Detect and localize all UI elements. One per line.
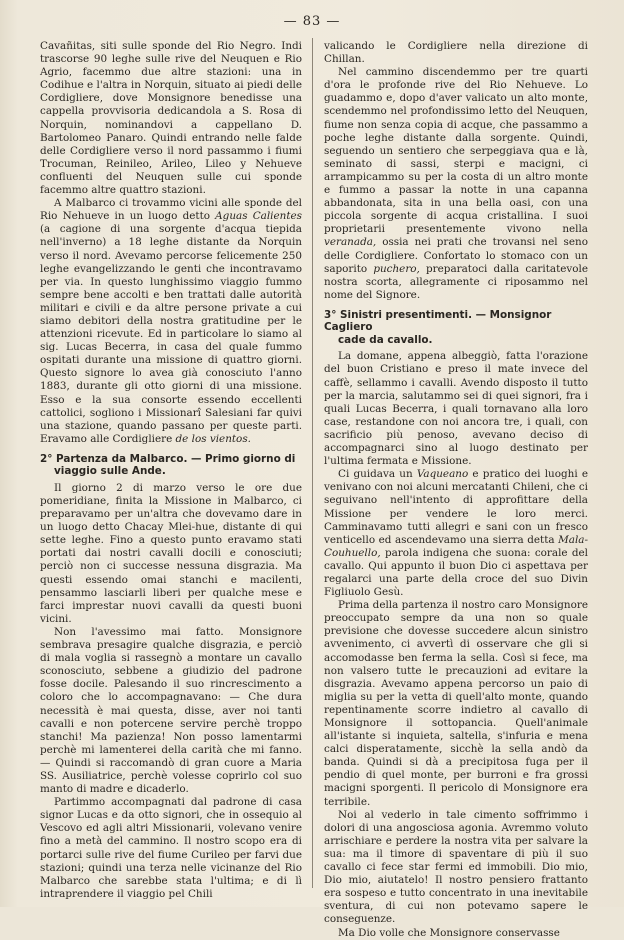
paragraph-text: preparatoci dalla caritatevole nostra scorta, allegramente ci riposammo nel nome del Signore.: [324, 262, 588, 301]
paragraph: [324, 468, 588, 599]
paragraph: Partimmo accompagnati dal padrone di casa signor Lucas e da otto signori, che in ossequio al Vescovo ed agli altri Missionarii, volevano venire fino a metà del cammino. Il nostro scopo era di portarci sulle rive del fiume Curileo per farvi due stazioni; quindi una terza nelle vicinanze del Rio Malbarco che sarebbe stata l'ultima; e di lì intraprendere il viaggio pel Chili: [40, 796, 302, 900]
paragraph-text: e pratico dei luoghi e venivano con noi alcuni mercatanti Chileni, che ci seguivano nell'intento di approfittare della Missione per vendere le loro merci. Camminavamo tutti allegri e sani con un fresco venticello ed ascendevamo una sierra detta: [324, 468, 588, 546]
italic-term: Vaqueano: [416, 468, 469, 481]
italic-place-name: de los vientos.: [175, 432, 251, 445]
italic-term: puchero,: [373, 262, 420, 275]
paragraph-text: Nel cammino discendemmo per tre quarti d'ora le profonde rive del Rio Nehueve. Lo guadammo e, dopo d'aver valicato un alto monte, scendemmo nel profondissimo letto del Neuquen, fiume non senza copia di acque, che passammo a poche leghe distante dalla sorgente. Quindi, seguendo un sentiero che serpeggiava qua e là, seminato di sassi, sterpi e macigni, ci arrampicammo su per la costa di un altro monte e fummo a passar la notte in una capanna abbandonata, sita in una bella oasi, con una piccola sorgente di acqua cristallina. I suoi proprietarii presentemente vivono nella: [324, 66, 588, 236]
paragraph-text: parola indigena che suona: corale del cavallo. Qui appunto il buon Dio ci aspettava per regalarci una parte della croce del suo Divin Figliuolo Gesù.: [324, 546, 588, 599]
paragraph: Non l'avessimo mai fatto. Monsignore sembrava presagire qualche disgrazia, e perciò di mala voglia si rassegnò a montare un cavallo sconosciuto, sebbene a giudizio del padrone fosse docile. Palesando il suo rincrescimento a coloro che lo accompagnavano: — Che dura necessità è mai questa, disse, aver noi tanti cavalli e non potercene servire perchè troppo stanchi! Ma pazienza! Non posso lamentarmi perchè mi lamenterei della carità che mi fanno. — Quindi si raccomandò di gran cuore a Maria SS. Ausiliatrice, perchè volesse coprirlo col suo manto di madre e dicaderlo.: [40, 625, 302, 796]
italic-place-name: Aguas Calientes: [215, 210, 303, 223]
section-heading-line: viaggio sulle Ande.: [54, 465, 166, 478]
paragraph-text: A Malbarco ci trovammo vicini alle sponde del Rio Nehueve in un luogo detto: [40, 197, 302, 223]
italic-place-name: Mala-Couhuello,: [324, 533, 588, 559]
right-column: [324, 40, 588, 940]
paragraph: Cavañitas, siti sulle sponde del Rio Negro. Indi trascorse 90 leghe sulle rive del Neuquen e Rio Agrio, facemmo due altre stazioni: una in Codihue e l'altra in Norquin, situato ai piedi delle Cordigliere, dove Monsignore benedisse una cappella provvisoria dedicandola a S. Rosa di Norquin, nominandovi a cappellano D. Bartolomeo Panaro. Quindi entrando nelle falde delle Cordigliere verso il nord passammo i fiumi Trocuman, Reinileo, Arileo, Lileo y Nehueve confluenti del Neuquen sulle cui sponde facemmo altre quattro stazioni.: [40, 40, 302, 197]
paragraph: Ma Dio volle che Monsignore conservasse: [338, 926, 560, 939]
paragraph: Prima della partenza il nostro caro Monsignore preoccupato sempre da una non so quale previsione che dovesse succedere alcun sinistro avvenimento, ci avvertì di osservare che gli si accomodasse ben ferma la sella. Così si fece, ma non valsero tutte le precauzioni ad evitare la disgrazia. Avevamo appena percorso un paio di miglia su per la vetta di quell'alto monte, quando repentinamente scorre indietro al cavallo di Monsignore il sottopancia. Quell'animale all'istante si inquieta, saltella, s'infuria e mena calci disperatamente, sicchè la sella andò da banda. Quindi si dà a precipitosa fuga per il pendio di quel monte, per burroni e fra grossi macigni sporgenti. Il pericolo di Monsignore era terribile.: [324, 599, 588, 808]
paragraph: [324, 66, 588, 302]
paragraph: valicando le Cordigliere nella direzione di Chillan.: [324, 40, 588, 66]
paragraph-text: (a cagione di una sorgente d'acqua tiepida nell'inverno) a 18 leghe distante da Norquin verso il nord. Avevamo percorse felicemente 250 leghe evangelizzando le genti che incontravamo per via. In questo lunghissimo viaggio fummo sempre bene accolti e ben trattati dalle autorità militari e civili e da altre persone private a cui siamo debitori della nostra gratitudine per le attenzioni ricevute. Ed in particolare lo siamo al sig. Lucas Becerra, in casa del quale fummo ospitati durante una missione di quattro giorni. Questo signore lo avea già conosciuto l'anno 1883, durante gli otto giorni di una missione. Esso e la sua consorte essendo eccellenti cattolici, sogliono i Missionarî Salesiani far quivi una stazione, quando passano per queste parti. Eravamo alle Cordigliere: [40, 223, 302, 445]
left-column: [40, 40, 302, 901]
column-divider: [312, 38, 313, 888]
paragraph-text: Ci guidava un: [338, 468, 417, 481]
paragraph: [40, 197, 302, 446]
section-heading-line: 3° Sinistri presentimenti. — Monsignor Cagliero: [324, 308, 552, 334]
paragraph-text: ossia nei prati che trovansi nel seno delle Cordigliere. Confortato lo stomaco con un saporito: [324, 236, 588, 275]
section-heading-line: 2° Partenza da Malbarco. — Primo giorno di: [40, 452, 296, 465]
section-heading-line: cade da cavallo.: [338, 333, 433, 346]
paragraph: Noi al vederlo in tale cimento soffrimmo i dolori di una angosciosa agonia. Avremmo voluto arrischiare e perdere la nostra vita per salvare la sua: ma il timore di spaventare di più il suo cavallo ci fece star fermi ed immobili. Dio mio, Dio mio, aiutatelo! Il nostro pensiero frattanto era sospeso e tutto concentrato in una inevitabile sventura, di cui non potevamo sapere le conseguenze.: [324, 808, 588, 926]
section-heading: [324, 309, 588, 347]
paragraph: Il giorno 2 di marzo verso le ore due pomeridiane, finita la Missione in Malbarco, ci preparavamo per un'altra che dovevamo dare in un luogo detto Chacay Mlei-hue, distante di qui sette leghe. Fino a questo punto eravamo stati portati dai nostri cavalli docili e conosciuti; perciò non ci successe nessuna disgrazia. Ma questi essendo omai stanchi e macilenti, pensammo lasciarli liberi per qualche mese e farci imprestar nuovi cavalli da questi buoni vicini.: [40, 481, 302, 625]
page-number: — 83 —: [283, 14, 341, 29]
paragraph: La domane, appena albeggiò, fatta l'orazione del buon Cristiano e preso il mate invece del caffè, sellammo i cavalli. Avendo disposto il tutto per la marcia, salutammo sei di quei signori, fra i quali Lucas Becerra, i quali tornavano alla loro case, restandone con noi ancora tre, i quali, con sacrificio più penoso, avevano deciso di accompagnarci sino al luogo destinato per l'ultima fermata e Missione.: [324, 350, 588, 468]
section-heading: [40, 453, 302, 478]
italic-term: veranada,: [324, 236, 377, 249]
